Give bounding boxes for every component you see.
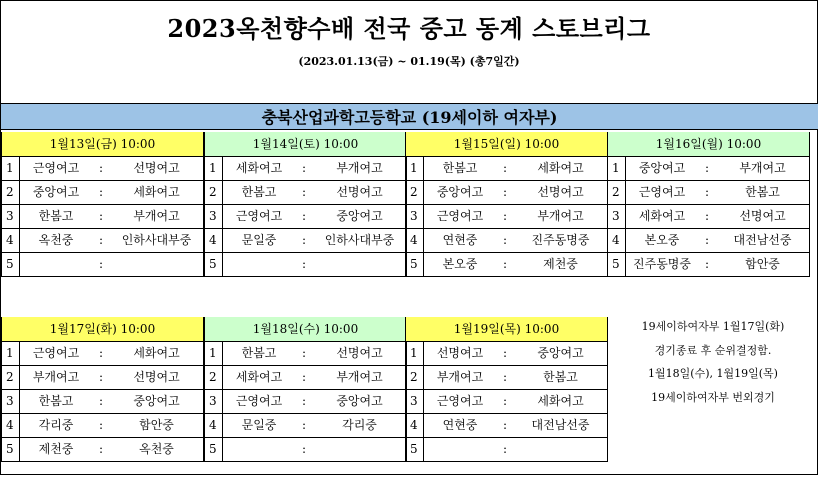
team-a: 문일중 bbox=[241, 233, 277, 247]
team-b: 함안중 bbox=[745, 257, 780, 271]
team-b: 함안중 bbox=[139, 418, 174, 432]
game-number: 4 bbox=[406, 229, 424, 252]
day-schedule bbox=[405, 317, 608, 462]
vs-separator: : bbox=[301, 161, 307, 175]
vs-separator: : bbox=[301, 394, 307, 408]
game-number: 1 bbox=[205, 157, 223, 180]
game-row bbox=[2, 181, 204, 205]
team-a: 한봄고 bbox=[241, 185, 277, 199]
vs-separator: : bbox=[502, 161, 508, 175]
team-b: 인하사대부중 bbox=[121, 233, 192, 247]
game-number: 2 bbox=[2, 366, 20, 389]
team-a: 근영여고 bbox=[32, 161, 80, 175]
team-b: 대전남선중 bbox=[531, 418, 590, 432]
game-number: 5 bbox=[205, 438, 223, 461]
vs-separator: : bbox=[502, 257, 508, 271]
team-b: 선명여고 bbox=[537, 185, 584, 199]
game-number: 4 bbox=[608, 229, 626, 252]
vs-separator: : bbox=[704, 185, 710, 199]
game-row bbox=[2, 229, 204, 253]
team-a: 부개여고 bbox=[32, 370, 80, 384]
team-b: 선명여고 bbox=[133, 370, 180, 384]
vs-separator: : bbox=[98, 161, 104, 175]
team-b: 선명여고 bbox=[739, 209, 786, 223]
team-b: 한봄고 bbox=[745, 185, 780, 199]
game-row bbox=[406, 342, 608, 366]
game-row bbox=[205, 414, 407, 438]
team-a: 근영여고 bbox=[436, 209, 484, 223]
vs-separator: : bbox=[502, 346, 508, 360]
team-b: 각리중 bbox=[342, 418, 377, 432]
team-a: 근영여고 bbox=[638, 185, 686, 199]
team-a: 근영여고 bbox=[235, 209, 283, 223]
team-a bbox=[424, 438, 496, 461]
vs-separator: : bbox=[704, 161, 710, 175]
game-row bbox=[2, 390, 204, 414]
note-line: 경기종료 후 순위결정함. bbox=[654, 343, 772, 357]
day-schedule bbox=[405, 132, 608, 277]
team-b: 한봄고 bbox=[543, 370, 578, 384]
game-row bbox=[205, 181, 407, 205]
day-header: 1월16일(월) 10:00 bbox=[608, 132, 810, 157]
game-row bbox=[2, 366, 204, 390]
game-number: 1 bbox=[608, 157, 626, 180]
day-schedule bbox=[1, 132, 204, 277]
game-number: 1 bbox=[205, 342, 223, 365]
team-b: 부개여고 bbox=[739, 161, 786, 175]
game-row bbox=[205, 390, 407, 414]
team-b bbox=[514, 438, 607, 461]
game-row bbox=[608, 157, 810, 181]
game-row bbox=[205, 342, 407, 366]
vs-separator: : bbox=[704, 257, 710, 271]
game-number: 5 bbox=[205, 253, 223, 276]
game-row bbox=[406, 390, 608, 414]
day-header: 1월15일(일) 10:00 bbox=[406, 132, 608, 157]
team-b: 부개여고 bbox=[336, 370, 383, 384]
game-row bbox=[406, 438, 608, 462]
game-number: 5 bbox=[2, 438, 20, 461]
day-header: 1월19일(목) 10:00 bbox=[406, 317, 608, 342]
day-header: 1월17일(화) 10:00 bbox=[2, 317, 204, 342]
game-row bbox=[205, 205, 407, 229]
vs-separator: : bbox=[98, 418, 104, 432]
day-schedule bbox=[204, 317, 407, 462]
team-a: 세화여고 bbox=[235, 370, 283, 384]
team-a: 선명여고 bbox=[436, 346, 484, 360]
day-schedule bbox=[1, 317, 204, 462]
team-a: 한봄고 bbox=[38, 209, 74, 223]
game-number: 4 bbox=[205, 414, 223, 437]
game-number: 2 bbox=[2, 181, 20, 204]
vs-separator: : bbox=[301, 346, 307, 360]
game-number: 4 bbox=[2, 229, 20, 252]
game-row bbox=[205, 438, 407, 462]
team-b: 세화여고 bbox=[133, 346, 180, 360]
day-schedule bbox=[607, 132, 810, 277]
vs-separator: : bbox=[98, 257, 104, 271]
game-number: 5 bbox=[406, 253, 424, 276]
game-number: 3 bbox=[205, 205, 223, 228]
note-line: 1월18일(수), 1월19일(목) bbox=[648, 367, 778, 380]
game-row bbox=[205, 229, 407, 253]
day-schedule bbox=[204, 132, 407, 277]
game-number: 3 bbox=[2, 390, 20, 413]
team-a: 근영여고 bbox=[436, 394, 484, 408]
vs-separator: : bbox=[301, 185, 307, 199]
team-b bbox=[313, 253, 406, 276]
team-b bbox=[313, 438, 406, 461]
game-number: 3 bbox=[205, 390, 223, 413]
team-b: 옥천중 bbox=[139, 442, 174, 456]
game-number: 2 bbox=[205, 181, 223, 204]
day-header: 1월18일(수) 10:00 bbox=[205, 317, 407, 342]
vs-separator: : bbox=[704, 233, 710, 247]
notes bbox=[613, 315, 813, 409]
team-a: 근영여고 bbox=[32, 346, 80, 360]
vs-separator: : bbox=[301, 209, 307, 223]
game-number: 1 bbox=[406, 157, 424, 180]
day-header: 1월14일(토) 10:00 bbox=[205, 132, 407, 157]
game-number: 1 bbox=[2, 342, 20, 365]
game-number: 2 bbox=[205, 366, 223, 389]
game-row bbox=[406, 253, 608, 277]
vs-separator: : bbox=[98, 233, 104, 247]
vs-separator: : bbox=[502, 394, 508, 408]
team-a: 한봄고 bbox=[38, 394, 74, 408]
game-row bbox=[406, 366, 608, 390]
team-b: 세화여고 bbox=[537, 394, 584, 408]
team-b: 선명여고 bbox=[336, 346, 383, 360]
team-b: 세화여고 bbox=[133, 185, 180, 199]
game-number: 4 bbox=[2, 414, 20, 437]
team-b bbox=[110, 253, 203, 276]
team-a: 세화여고 bbox=[235, 161, 283, 175]
team-a: 부개여고 bbox=[436, 370, 484, 384]
vs-separator: : bbox=[98, 209, 104, 223]
team-a: 본오중 bbox=[644, 233, 680, 247]
team-a: 본오중 bbox=[442, 257, 478, 271]
game-row bbox=[608, 181, 810, 205]
team-a bbox=[223, 438, 295, 461]
note-line: 19세이하여자부 번외경기 bbox=[651, 390, 775, 404]
team-a: 한봄고 bbox=[241, 346, 277, 360]
day-header: 1월13일(금) 10:00 bbox=[2, 132, 204, 157]
team-b: 제천중 bbox=[543, 257, 578, 271]
game-row bbox=[2, 414, 204, 438]
vs-separator: : bbox=[502, 418, 508, 432]
game-number: 2 bbox=[406, 366, 424, 389]
vs-separator: : bbox=[301, 233, 307, 247]
team-b: 인하사대부중 bbox=[324, 233, 395, 247]
game-number: 4 bbox=[406, 414, 424, 437]
game-number: 1 bbox=[406, 342, 424, 365]
game-number: 5 bbox=[406, 438, 424, 461]
vs-separator: : bbox=[502, 442, 508, 456]
team-a: 연현중 bbox=[442, 418, 478, 432]
game-row bbox=[2, 253, 204, 277]
vs-separator: : bbox=[98, 394, 104, 408]
vs-separator: : bbox=[98, 346, 104, 360]
team-a bbox=[20, 253, 92, 276]
team-b: 진주동명중 bbox=[531, 233, 590, 247]
game-row bbox=[2, 157, 204, 181]
game-row bbox=[608, 253, 810, 277]
game-number: 3 bbox=[2, 205, 20, 228]
game-number: 3 bbox=[608, 205, 626, 228]
game-number: 3 bbox=[406, 205, 424, 228]
game-row bbox=[205, 366, 407, 390]
team-a: 진주동명중 bbox=[633, 257, 691, 271]
team-b: 부개여고 bbox=[133, 209, 180, 223]
game-number: 5 bbox=[2, 253, 20, 276]
date-range: (2023.01.13(금) ~ 01.19(목) (총7일간) bbox=[298, 55, 520, 68]
game-row bbox=[2, 438, 204, 462]
vs-separator: : bbox=[502, 185, 508, 199]
vs-separator: : bbox=[704, 209, 710, 223]
team-a: 한봄고 bbox=[442, 161, 478, 175]
game-number: 3 bbox=[406, 390, 424, 413]
team-b: 대전남선중 bbox=[733, 233, 792, 247]
vs-separator: : bbox=[98, 185, 104, 199]
vs-separator: : bbox=[301, 418, 307, 432]
team-a: 제천중 bbox=[38, 442, 74, 456]
team-a: 각리중 bbox=[38, 418, 74, 432]
team-b: 선명여고 bbox=[336, 185, 383, 199]
team-a bbox=[223, 253, 295, 276]
team-a: 옥천중 bbox=[38, 233, 74, 247]
game-row bbox=[2, 205, 204, 229]
vs-separator: : bbox=[301, 257, 307, 271]
team-a: 중앙여고 bbox=[32, 185, 80, 199]
game-row bbox=[205, 253, 407, 277]
vs-separator: : bbox=[98, 442, 104, 456]
team-b: 세화여고 bbox=[537, 161, 584, 175]
game-row bbox=[2, 342, 204, 366]
game-row bbox=[406, 414, 608, 438]
game-row bbox=[608, 205, 810, 229]
vs-separator: : bbox=[301, 442, 307, 456]
game-number: 2 bbox=[406, 181, 424, 204]
team-b: 중앙여고 bbox=[336, 394, 383, 408]
team-b: 부개여고 bbox=[537, 209, 584, 223]
vs-separator: : bbox=[502, 209, 508, 223]
game-row bbox=[406, 229, 608, 253]
team-a: 문일중 bbox=[241, 418, 277, 432]
team-a: 근영여고 bbox=[235, 394, 283, 408]
game-row bbox=[205, 157, 407, 181]
team-a: 중앙여고 bbox=[436, 185, 484, 199]
game-row bbox=[608, 229, 810, 253]
game-number: 5 bbox=[608, 253, 626, 276]
note-line: 19세이하여자부 1월17일(화) bbox=[641, 320, 785, 333]
page-title: 2023옥천향수배 전국 중고 동계 스토브리그 bbox=[167, 14, 651, 43]
vs-separator: : bbox=[301, 370, 307, 384]
team-a: 세화여고 bbox=[638, 209, 686, 223]
vs-separator: : bbox=[502, 370, 508, 384]
team-b: 중앙여고 bbox=[537, 346, 584, 360]
game-number: 1 bbox=[2, 157, 20, 180]
vs-separator: : bbox=[98, 370, 104, 384]
game-row bbox=[406, 181, 608, 205]
team-b: 중앙여고 bbox=[133, 394, 180, 408]
team-b: 선명여고 bbox=[133, 161, 180, 175]
venue-bar: 충북산업과학고등학교 (19세이하 여자부) bbox=[1, 103, 818, 130]
game-number: 2 bbox=[608, 181, 626, 204]
vs-separator: : bbox=[502, 233, 508, 247]
team-a: 중앙여고 bbox=[638, 161, 686, 175]
team-a: 연현중 bbox=[442, 233, 478, 247]
game-number: 4 bbox=[205, 229, 223, 252]
game-row bbox=[406, 157, 608, 181]
team-b: 부개여고 bbox=[336, 161, 383, 175]
team-b: 중앙여고 bbox=[336, 209, 383, 223]
game-row bbox=[406, 205, 608, 229]
